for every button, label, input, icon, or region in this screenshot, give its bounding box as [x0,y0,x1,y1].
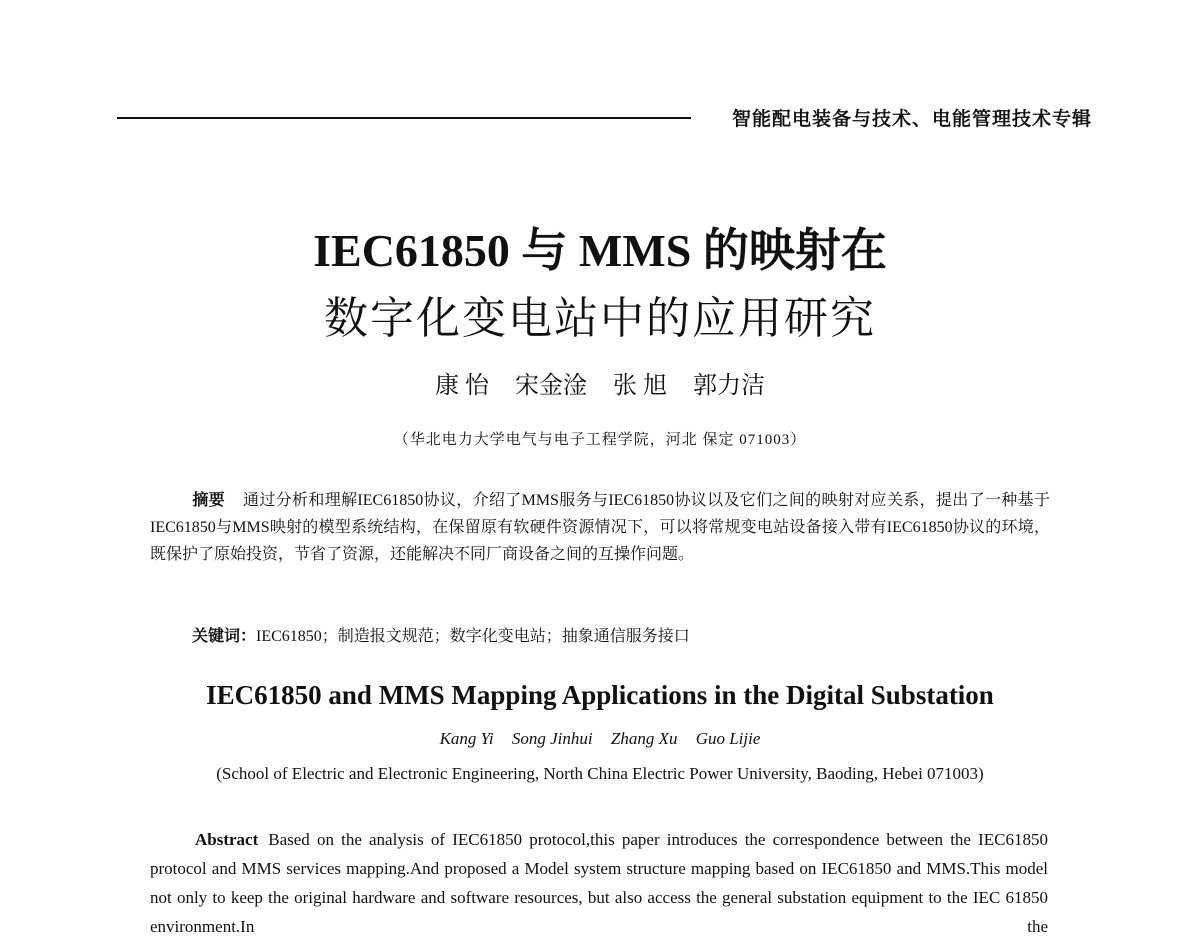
abstract-cn [150,486,1050,568]
paper-title-en: IEC61850 and MMS Mapping Applications in the Digital Substation [206,680,994,710]
keywords-cn-label: 关键词： [192,626,257,645]
author-en: Guo Lijie [695,729,761,748]
running-header [117,104,1092,132]
abstract-cn-label: 摘要 [192,490,226,509]
author-en: Song Jinhui [511,729,593,748]
author-cn: 郭力洁 [693,373,765,399]
keywords-cn-text: IEC61850；制造报文规范；数字化变电站；抽象通信服务接口 [256,628,690,645]
authors-cn [0,365,1200,400]
authors-en [0,729,1200,749]
abstract-cn-text: 通过分析和理解IEC61850协议，介绍了MMS服务与IEC61850协议以及它们之间的映射对应关系，提出了一种基于IEC61850与MMS映射的模型系统结构，在保留原有软硬件资源情况下，可以将常规变电站设备接入带有IEC61850协议的环境，既保护了原始投资，节省了资源，还能解决不同厂商设备之间的互操作问题。 [150,492,1050,563]
header-rule [117,117,691,119]
abstract-en-label: Abstract [195,830,259,849]
affiliation-en: (School of Electric and Electronic Engineering, North China Electric Power University, Baoding, Hebei 071003) [216,764,984,783]
header-section-title: 智能配电装备与技术、电能管理技术专辑 [731,108,1092,130]
affiliation-cn: （华北电力大学电气与电子工程学院，河北 保定 071003） [393,432,807,448]
author-en: Zhang Xu [610,729,678,748]
author-en: Kang Yi [439,729,494,748]
author-cn: 张 旭 [613,373,667,399]
author-cn: 宋金淦 [515,373,587,399]
author-cn: 康 怡 [435,373,489,399]
paper-title-cn-line2: 数字化变电站中的应用研究 [324,293,876,344]
keywords-cn [192,623,690,646]
paper-title-cn-line1: IEC61850 与 MMS 的映射在 [313,225,887,276]
abstract-en [150,825,1048,941]
abstract-en-text: Based on the analysis of IEC61850 protocol,this paper introduces the correspondence between the IEC61850 protocol and MMS services mapping.And proposed a Model system structure mapping based on IEC61850 and MMS.This model not only to keep the original hardware and software resources, but also access the general substation equipment to the IEC 61850 environment.In the [150,830,1048,936]
